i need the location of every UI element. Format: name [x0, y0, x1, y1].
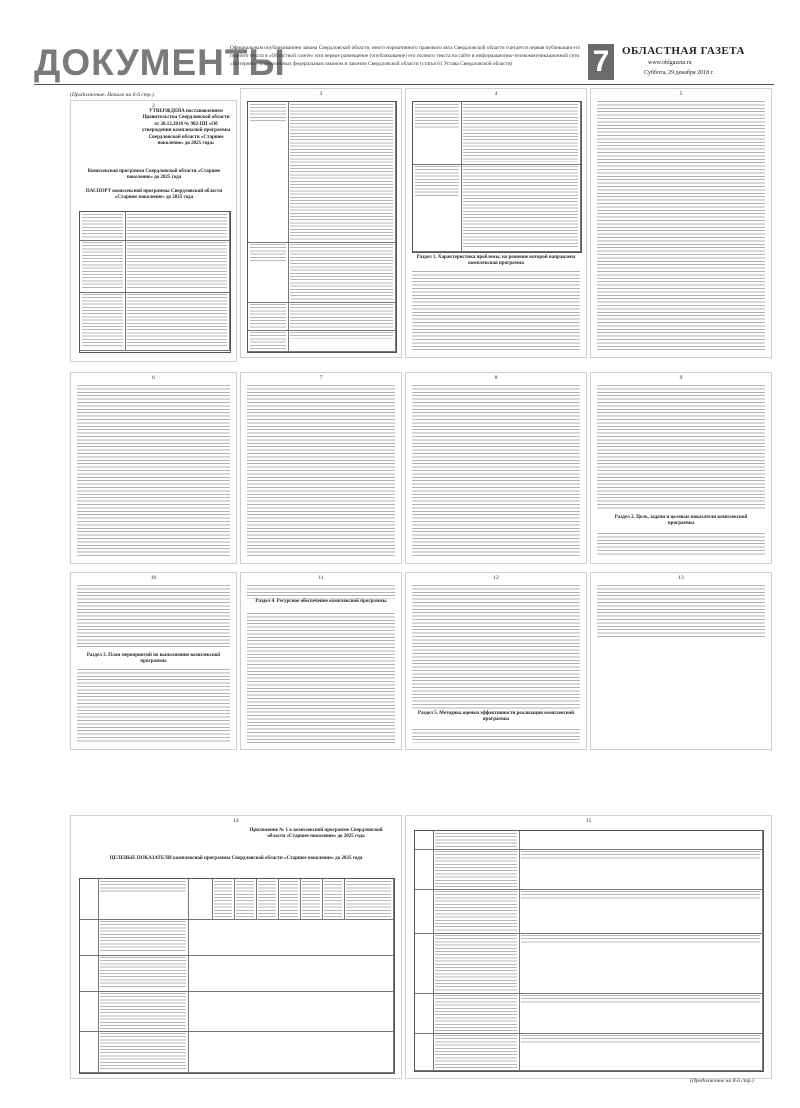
document-sheet-8 [405, 372, 587, 564]
passport-table [79, 211, 231, 353]
sheet-number: 10 [150, 575, 157, 581]
newspaper-name: ОБЛАСТНАЯ ГАЗЕТА [622, 45, 745, 57]
issue-date: Суббота, 29 декабря 2018 г. [644, 70, 714, 76]
body-text [77, 585, 230, 649]
passport-title: ПАСПОРТ комплексной программы Свердловской области «Старшее поколение» до 2025 года [85, 189, 223, 201]
section-heading: Раздел 1. Характеристика проблемы, на решение которой направлена комплексная программа [416, 255, 576, 267]
document-sheet-3 [240, 88, 402, 358]
sheet-number: 11 [318, 575, 324, 581]
section-heading: Раздел 4. Ресурсное обеспечение комплексной программы [255, 599, 387, 604]
body-text-continued [77, 669, 230, 743]
body-text-continued [247, 613, 395, 743]
document-sheet-6 [70, 372, 237, 564]
page-number: 7 [588, 44, 614, 80]
sheet-number: 3 [319, 91, 323, 97]
section-heading: Раздел 2. Цель, задачи и целевые показатели комплексной программы [614, 515, 748, 527]
sheet-number: 7 [319, 375, 323, 381]
sheet-number: 9 [679, 375, 683, 381]
indicators-title: ЦЕЛЕВЫЕ ПОКАЗАТЕЛИ комплексной программы Свердловской области «Старшее поколение» до 2025 года [109, 856, 363, 861]
body-text [77, 385, 230, 557]
sheet-number: 4 [494, 91, 498, 97]
document-sheet-15 [405, 815, 772, 1079]
body-text [597, 585, 765, 639]
body-text [412, 585, 580, 709]
body-text-continued [597, 533, 765, 557]
program-name: Комплексная программа Свердловской области «Старшее поколение» до 2025 года [87, 169, 221, 181]
body-text [247, 585, 395, 599]
body-text [412, 271, 580, 351]
document-sheet-7 [240, 372, 402, 564]
document-sheet-13 [590, 572, 772, 750]
document-sheet-2 [70, 100, 237, 362]
document-sheet-12 [405, 572, 587, 750]
section-heading: Раздел 5. Методика оценки эффективности реализации комплексной программы [417, 711, 575, 723]
document-sheet-11 [240, 572, 402, 750]
body-text-continued [412, 729, 580, 743]
indicators-table [79, 878, 395, 1074]
body-text [597, 101, 765, 351]
publication-note: Официальным опубликованием закона Свердловской области, иного нормативного правового акта Свердловской области считается первая публикация его полного текста в «Областной газете» или первое размещение (опубликование) его полного текста на сайте в информационно-телекоммуникационной сети «Интернет», определенных федеральным законом и законом Свердловской области (статья 61 Устава Свердловской области) [230, 45, 581, 68]
body-text [247, 385, 395, 557]
sheet-number: 14 [233, 818, 239, 824]
document-sheet-4 [405, 88, 587, 358]
indicators-table-continued [414, 830, 764, 1072]
header-rule [34, 84, 774, 85]
document-sheet-5 [590, 88, 772, 358]
appendix-label: Приложение № 1 к комплексной программе Свердловской области «Старшее поколение» до 2025 года [249, 828, 383, 840]
sheet-number: 15 [585, 818, 592, 824]
sheet-number: 12 [493, 575, 499, 581]
continuation-top: (Продолжение. Начало на 6-й стр.). [70, 92, 156, 98]
approval-stamp: УТВЕРЖДЕНА постановлением Правительства Свердловской области от 20.12.2018 № 902-ПП «Об утверждении комплексной программы Свердловской области «Старшее поколение» до 2025 года» [141, 109, 231, 147]
body-text [597, 385, 765, 511]
section-heading: Раздел 3. План мероприятий по выполнению комплексной программы [86, 653, 221, 665]
sheet-number: 2 [152, 103, 155, 109]
page-header [0, 0, 800, 88]
sheet-number: 6 [152, 375, 155, 381]
section-masthead: ДОКУМЕНТЫ [34, 42, 286, 83]
document-sheet-14 [70, 815, 402, 1079]
newspaper-site[interactable]: www.oblgazeta.ru [648, 60, 692, 66]
passport-table-end [412, 101, 582, 253]
sheet-number: 8 [494, 375, 498, 381]
sheet-number: 5 [679, 91, 683, 97]
continuation-bottom: (Продолжение на 8-й стр.) [690, 1078, 754, 1084]
document-sheet-9 [590, 372, 772, 564]
body-text [412, 385, 580, 557]
document-sheet-10 [70, 572, 237, 750]
sheet-number: 13 [678, 575, 684, 581]
passport-table-continued [247, 101, 397, 353]
